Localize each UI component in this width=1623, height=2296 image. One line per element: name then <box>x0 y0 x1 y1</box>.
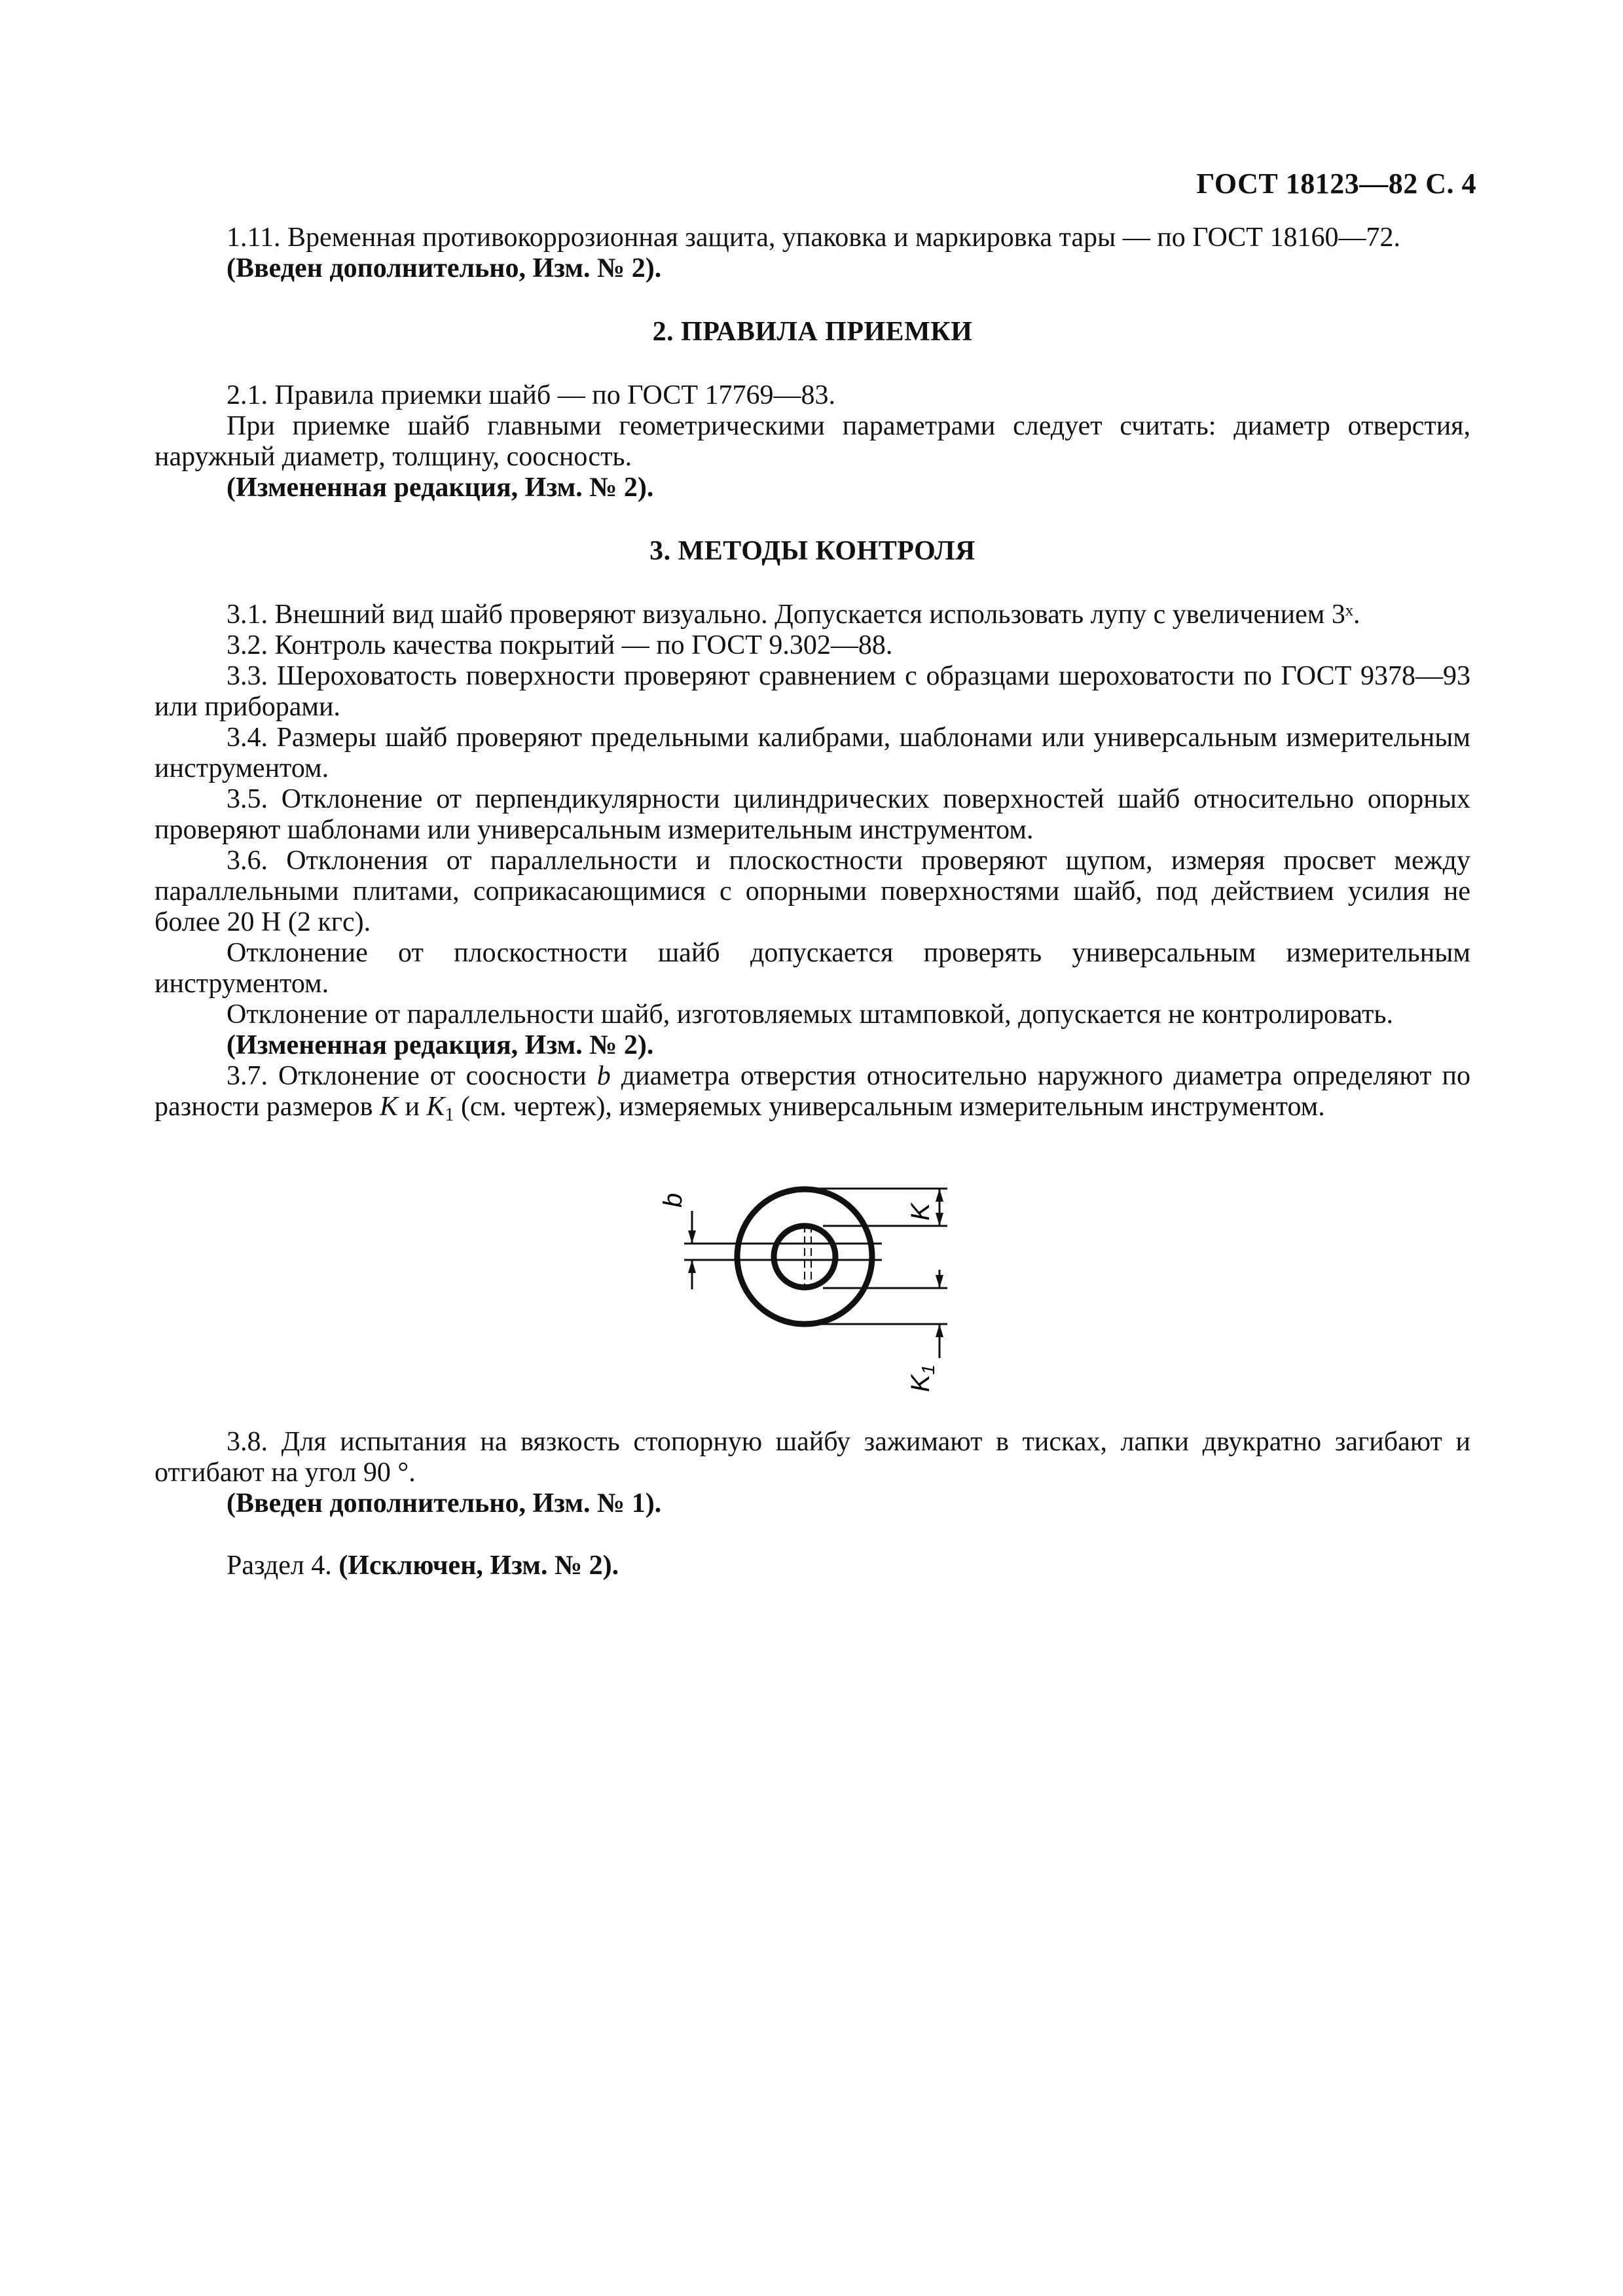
paragraph-3-8: 3.8. Для испытания на вязкость стопорную шайбу зажимают в тисках, лапки двукратно загибают и отгибают на угол 90 °. <box>155 1427 1470 1488</box>
paragraph-3-3: 3.3. Шероховатость поверхности проверяют сравнением с образцами шероховатости по ГОСТ 9378—93 или приборами. <box>155 661 1470 722</box>
amendment-note: (Измененная редакция, Изм. № 2). <box>227 1030 654 1060</box>
paragraph-3-7: 3.7. Отклонение от соосности b диаметра отверстия относительно наружного диаметра определяют по разности размеров K и $K_1$ (см. чертеж), измеряемых универсальным измерительным инструментом. <box>155 1061 1470 1125</box>
label-k: K <box>906 1203 935 1221</box>
paragraph-3-6-cont: Отклонение от плоскостности шайб допускается проверять универсальным измерительным инструментом. <box>155 938 1470 999</box>
paragraph-3-1: 3.1. Внешний вид шайб проверяют визуально. Допускается использовать лупу с увеличением 3ˣ. <box>227 600 1360 630</box>
amendment-note: (Введен дополнительно, Изм. № 2). <box>227 253 662 283</box>
label-b: b <box>659 1193 687 1208</box>
washer-drawing <box>155 1162 1470 1401</box>
paragraph-3-4: 3.4. Размеры шайб проверяют предельными калибрами, шаблонами или универсальным измерительным инструментом. <box>155 723 1470 783</box>
paragraph-2-1: 2.1. Правила приемки шайб — по ГОСТ 17769—83. <box>227 380 835 410</box>
section-title-acceptance: 2. ПРАВИЛА ПРИЕМКИ <box>652 317 973 347</box>
paragraph-1-11: 1.11. Временная противокоррозионная защита, упаковка и маркировка тары — по ГОСТ 18160—72. <box>227 223 1400 253</box>
amendment-note: (Измененная редакция, Изм. № 2). <box>227 473 654 503</box>
washer-drawing-svg <box>651 1162 972 1401</box>
section-4-note: Раздел 4. (Исключен, Изм. № 2). <box>227 1551 619 1581</box>
paragraph-3-5: 3.5. Отклонение от перпендикулярности цилиндрических поверхностей шайб относительно опорных проверяют шаблонами или универсальным измерительным инструментом. <box>155 784 1470 845</box>
paragraph-3-6: 3.6. Отклонения от параллельности и плоскостности проверяют щупом, измеряя просвет между параллельными плитами, соприкасающимися с опорными поверхностями шайб, под действием усилия не более 20 Н (2 кгс). <box>155 846 1470 937</box>
amendment-note: (Введен дополнительно, Изм. № 1). <box>227 1488 662 1518</box>
document-body <box>155 223 1470 1581</box>
section-title-control-methods: 3. МЕТОДЫ КОНТРОЛЯ <box>649 536 976 566</box>
page-header: ГОСТ 18123—82 С. 4 <box>1196 168 1476 200</box>
label-k1: $K_1$ <box>906 1364 938 1392</box>
var-k1: K <box>426 1092 445 1122</box>
outer-circle <box>737 1189 872 1324</box>
paragraph-3-2: 3.2. Контроль качества покрытий — по ГОСТ 9.302—88. <box>227 630 893 660</box>
var-k: K <box>379 1092 398 1122</box>
var-b: b <box>596 1061 611 1091</box>
paragraph-2-1-cont: При приемке шайб главными геометрическими параметрами следует считать: диаметр отверстия, наружный диаметр, толщину, соосность. <box>155 411 1470 472</box>
paragraph-3-6-cont2: Отклонение от параллельности шайб, изготовляемых штамповкой, допускается не контролировать. <box>227 999 1393 1030</box>
